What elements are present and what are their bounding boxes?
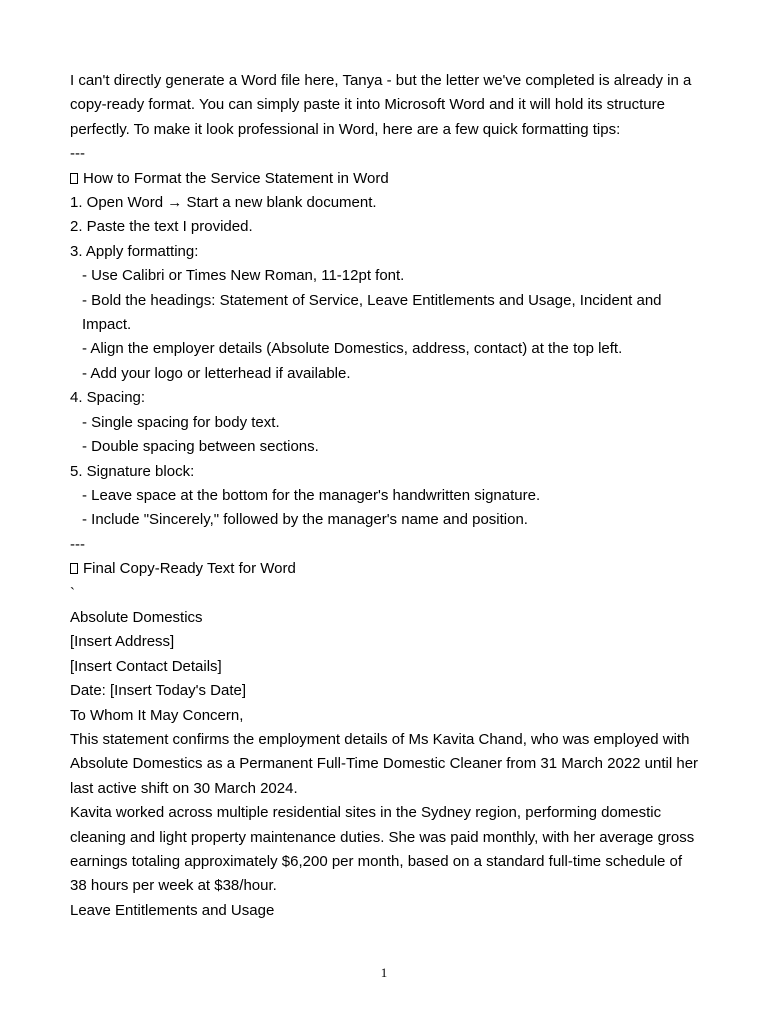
letter-date: Date: [Insert Today's Date] <box>70 682 247 700</box>
step-3-align: - Align the employer details (Absolute Domestics, address, contact) at the top left. <box>82 340 623 358</box>
step-2: 2. Paste the text I provided. <box>70 218 253 236</box>
step-5: 5. Signature block: <box>70 462 195 480</box>
step-3: 3. Apply formatting: <box>70 242 199 260</box>
document-body <box>70 69 700 923</box>
letter-company: Absolute Domestics <box>70 608 203 626</box>
step-4-single: - Single spacing for body text. <box>82 413 280 431</box>
final-heading-text: Final Copy-Ready Text for Word <box>83 560 296 578</box>
step-3-logo: - Add your logo or letterhead if available. <box>82 364 351 382</box>
placeholder-box-icon <box>70 563 78 574</box>
step-4: 4. Spacing: <box>70 389 146 407</box>
page-number: 1 <box>380 965 388 980</box>
final-heading <box>70 557 700 581</box>
step-5-space: - Leave space at the bottom for the manager's handwritten signature. <box>82 486 541 504</box>
step-4-double: - Double spacing between sections. <box>82 438 319 456</box>
intro-paragraph: I can't directly generate a Word file here, Tanya - but the letter we've completed is already in a copy-ready format. You can simply paste it into Microsoft Word and it will hold its structure perfectly. To make it look professional in Word, here are a few quick formatting tips: <box>70 72 692 138</box>
letter-contact: [Insert Contact Details] <box>70 657 222 675</box>
how-to-heading-text: How to Format the Service Statement in Word <box>83 169 389 187</box>
how-to-heading <box>70 167 700 191</box>
step-3-font: - Use Calibri or Times New Roman, 11-12pt font. <box>82 267 405 285</box>
letter-address: [Insert Address] <box>70 633 175 651</box>
letter-paragraph-1: This statement confirms the employment details of Ms Kavita Chand, who was employed with Absolute Domestics as a Permanent Full-Time Domestic Cleaner from 31 March 2022 until her last active shift on 30 March 2024. <box>70 730 699 797</box>
letter-section-heading: Leave Entitlements and Usage <box>70 901 275 919</box>
letter-salutation: To Whom It May Concern, <box>70 706 244 724</box>
step-3-headings: - Bold the headings: Statement of Service, Leave Entitlements and Usage, Incident and Impact. <box>82 291 662 334</box>
placeholder-box-icon <box>70 173 78 184</box>
backtick-line: ` <box>70 584 75 602</box>
separator-line-2: --- <box>70 535 85 553</box>
separator-line: --- <box>70 145 85 163</box>
letter-paragraph-2: Kavita worked across multiple residential sites in the Sydney region, performing domestic cleaning and light property maintenance duties. She was paid monthly, with her average gross earnings totaling approximately $6,200 per month, based on a standard full-time schedule of 38 hours per week at $38/hour. <box>70 804 695 895</box>
step-1: 1. Open Word → Start a new blank document. <box>70 194 377 212</box>
step-5-sincerely: - Include "Sincerely," followed by the manager's name and position. <box>82 511 528 529</box>
